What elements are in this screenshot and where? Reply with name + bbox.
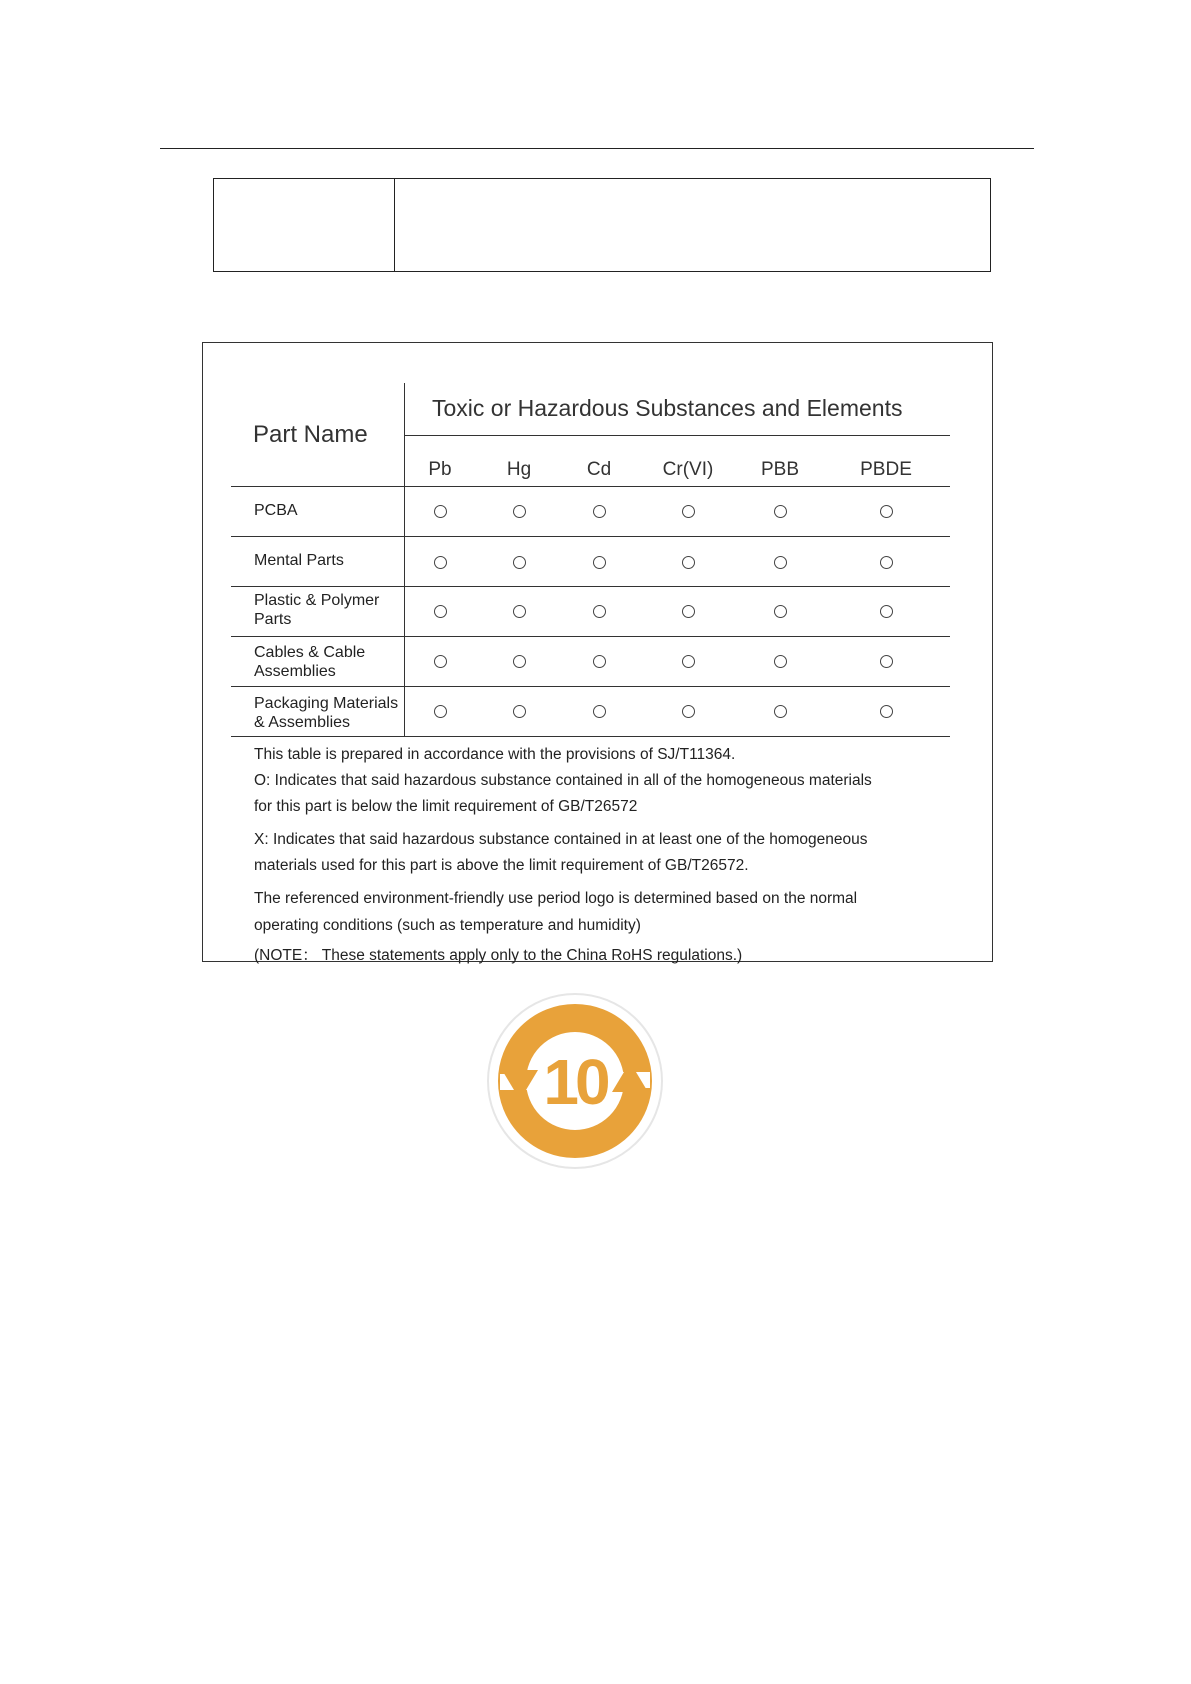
substance-header-cd: Cd: [586, 459, 612, 480]
compliance-mark-circle: [513, 605, 526, 618]
rohs-table: [202, 342, 993, 962]
table-bottom-line: [231, 736, 950, 737]
compliance-mark-circle: [434, 556, 447, 569]
substances-group-header: Toxic or Hazardous Substances and Elements: [432, 395, 903, 421]
empty-info-table: [213, 178, 991, 272]
row-label-line: Mental Parts: [254, 552, 344, 569]
row-label-line: Cables & Cable: [254, 644, 366, 661]
part-name-header: Part Name: [253, 421, 368, 448]
environment-friendly-use-period-icon: [486, 992, 664, 1170]
header-bottom-line: [231, 486, 950, 487]
row-label-line: Assemblies: [254, 663, 336, 680]
compliance-mark-circle: [593, 505, 606, 518]
compliance-mark-circle: [774, 655, 787, 668]
compliance-mark-circle: [682, 556, 695, 569]
compliance-mark-circle: [513, 705, 526, 718]
note-china-rohs: (NOTE： These statements apply only to the China RoHS regulations.): [254, 947, 743, 964]
part-column-divider: [404, 383, 405, 737]
header-rule: [160, 148, 1034, 149]
compliance-mark-circle: [682, 605, 695, 618]
compliance-mark-circle: [880, 605, 893, 618]
compliance-mark-circle: [434, 605, 447, 618]
note-provisions: This table is prepared in accordance with the provisions of SJ/T11364.: [254, 746, 736, 763]
row-label-line: & Assemblies: [254, 714, 351, 731]
compliance-mark-circle: [880, 556, 893, 569]
compliance-mark-circle: [593, 705, 606, 718]
compliance-mark-circle: [593, 605, 606, 618]
environment-friendly-use-period-logo: [486, 992, 664, 1170]
row-line-3: [231, 636, 950, 637]
row-label-line: PCBA: [254, 502, 298, 519]
empty-table-divider: [394, 179, 395, 271]
compliance-mark-circle: [513, 556, 526, 569]
note-x-line-2: materials used for this part is above the limit requirement of GB/T26572.: [254, 857, 749, 874]
row-label-line: Plastic & Polymer: [254, 592, 380, 609]
row-label-line: Parts: [254, 611, 292, 628]
row-label-mental-parts: [254, 551, 344, 570]
compliance-mark-circle: [593, 556, 606, 569]
compliance-mark-circle: [434, 705, 447, 718]
row-label-pcba: [254, 501, 298, 520]
logo-number: 10: [543, 1046, 607, 1118]
row-line-4: [231, 686, 950, 687]
compliance-mark-circle: [682, 505, 695, 518]
compliance-mark-circle: [774, 705, 787, 718]
compliance-mark-circle: [513, 655, 526, 668]
row-label-packaging: [254, 694, 398, 732]
note-o-line-1: O: Indicates that said hazardous substance contained in all of the homogeneous materials: [254, 772, 872, 789]
compliance-mark-circle: [593, 655, 606, 668]
row-label-plastic-polymer: [254, 591, 379, 629]
note-x-line-1: X: Indicates that said hazardous substance contained in at least one of the homogeneous: [254, 831, 868, 848]
substance-header-pb: Pb: [428, 459, 452, 480]
compliance-mark-circle: [774, 505, 787, 518]
compliance-mark-circle: [682, 655, 695, 668]
row-line-2: [231, 586, 950, 587]
compliance-mark-circle: [434, 655, 447, 668]
compliance-mark-circle: [513, 505, 526, 518]
row-line-1: [231, 536, 950, 537]
substance-header-hg: Hg: [506, 459, 532, 480]
compliance-mark-circle: [774, 556, 787, 569]
group-header-underline: [404, 435, 950, 436]
compliance-mark-circle: [774, 605, 787, 618]
compliance-mark-circle: [434, 505, 447, 518]
substance-header-pbb: PBB: [760, 459, 800, 480]
substance-header-cr6: Cr(VI): [662, 459, 714, 480]
note-period-line-2: operating conditions (such as temperature and humidity): [254, 917, 641, 934]
note-period-line-1: The referenced environment-friendly use period logo is determined based on the normal: [254, 890, 858, 907]
row-label-cables: [254, 643, 365, 681]
compliance-mark-circle: [880, 705, 893, 718]
note-o-line-2: for this part is below the limit requirement of GB/T26572: [254, 798, 638, 815]
row-label-line: Packaging Materials: [254, 695, 399, 712]
compliance-mark-circle: [880, 655, 893, 668]
compliance-mark-circle: [682, 705, 695, 718]
compliance-mark-circle: [880, 505, 893, 518]
substance-header-pbde: PBDE: [860, 459, 912, 480]
